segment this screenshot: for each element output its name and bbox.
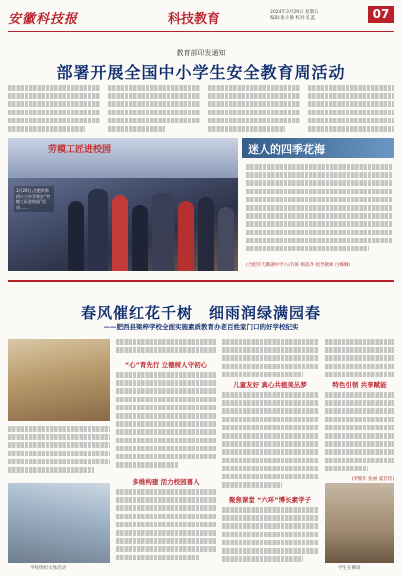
flower-sea-body <box>246 164 392 260</box>
page-number: 07 <box>368 6 394 23</box>
section-divider <box>8 280 394 282</box>
photo-caption-right: 学生在操场 <box>338 566 361 571</box>
story2-body-col3b <box>222 392 318 492</box>
story1-body-col2 <box>108 85 200 133</box>
newspaper-name: 安徽科技报 <box>8 12 79 27</box>
story1-kicker: 教育部印发通知 <box>176 49 226 57</box>
school-activity-photo <box>8 339 110 421</box>
story2-body-col4a <box>325 339 394 379</box>
story1-headline: 部署开展全国中小学生安全教育周活动 <box>56 63 346 82</box>
photo-banner-text: 劳模工匠进校园 <box>48 145 112 155</box>
story2-body-col2c <box>116 489 216 567</box>
story2-body-col1 <box>8 426 110 480</box>
subhead-c: 特色引领 共享赋能 <box>332 381 387 389</box>
flower-sea-title: 迷人的四季花海 <box>248 143 325 156</box>
labor-model-photo <box>8 138 238 271</box>
photo-caption: 3月26日,合肥市第四十六中学举办“劳模工匠进校园”活动…… <box>14 186 54 212</box>
story2-title: 春风催红花千树 细雨润绿满园春 <box>80 304 321 322</box>
flower-sea-byline: (合肥市天鹅湖中学八(7)班 杨思齐 指导教师 白娜娜) <box>246 263 351 268</box>
subhead-e: 聚焦课堂 “六环”博长素学子 <box>228 496 312 504</box>
dateline: 2024年3月29日 星期五 编辑:张小静 校对:孔蓝 <box>270 10 319 21</box>
story1-body-col4 <box>308 85 394 133</box>
story2-body-col3c <box>222 507 318 567</box>
subhead-d: 儿童友好 真心共植美丛梦 <box>233 381 307 389</box>
subhead-b: 多维构建 活力校园喜人 <box>132 478 200 486</box>
story2-byline: (罗维年 张丽 夏若钧) <box>351 477 394 482</box>
students-playground-photo <box>325 483 394 563</box>
school-sports-photo <box>8 483 110 563</box>
section-title: 科技教育 <box>168 12 221 27</box>
story2-body-col4b <box>325 392 394 476</box>
story2-body-col2b <box>116 372 216 476</box>
story1-body-col3 <box>208 85 300 133</box>
page-header <box>8 4 394 30</box>
story2-body-col2a <box>116 339 216 361</box>
story2-body-col3a <box>222 339 318 379</box>
story1-body-col1 <box>8 85 100 133</box>
flower-sea-title-bar <box>242 138 394 158</box>
photo-caption-left: 学校组织文体活动 <box>30 566 66 571</box>
story2-subtitle: ——肥西县梁梓学校全面实施素质教育办老百姓家门口的好学校纪实 <box>103 323 299 331</box>
subhead-a: “心”育先行 立德树人守初心 <box>124 361 208 369</box>
header-rule <box>8 31 394 32</box>
